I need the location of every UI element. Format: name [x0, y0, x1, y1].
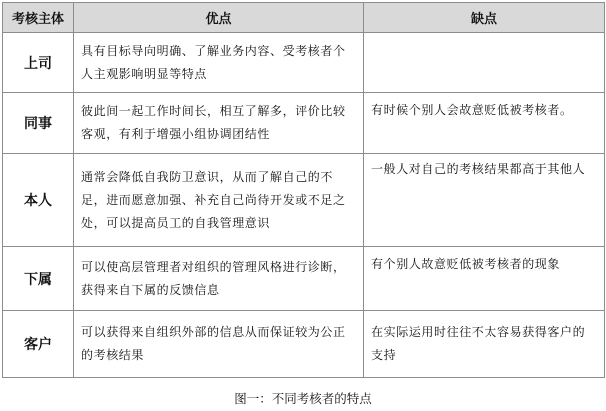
row-pros: 通常会降低自我防卫意识，从而了解自己的不足，进而愿意加强、补充自己尚待开发或不足之处，可以提高员工的自我管理意识 — [74, 154, 364, 247]
figure-caption: 图一：不同考核者的特点 — [234, 391, 372, 406]
row-pros: 可以获得来自组织外部的信息从而保证较为公正的考核结果 — [74, 311, 364, 378]
table-row — [3, 154, 605, 247]
table-row — [3, 311, 605, 378]
row-pros: 彼此间一起工作时间长，相互了解多，评价比较客观，有利于增强小组协调团结性 — [74, 93, 364, 154]
row-subject: 本人 — [3, 154, 74, 247]
header-subject: 考核主体 — [3, 3, 74, 33]
row-cons: 有时候个别人会故意贬低被考核者。 — [364, 93, 605, 154]
row-subject: 客户 — [3, 311, 74, 378]
row-pros: 可以使高层管理者对组织的管理风格进行诊断，获得来自下属的反馈信息 — [74, 247, 364, 311]
table-row — [3, 247, 605, 311]
row-subject: 同事 — [3, 93, 74, 154]
row-cons: 在实际运用时往往不太容易获得客户的支持 — [364, 311, 605, 378]
table-header-row — [3, 3, 605, 33]
table-row — [3, 33, 605, 93]
row-cons: 有个别人故意贬低被考核者的现象 — [364, 247, 605, 311]
row-cons — [364, 33, 605, 93]
header-cons: 缺点 — [364, 3, 605, 33]
header-pros: 优点 — [74, 3, 364, 33]
evaluator-comparison-table — [2, 2, 605, 378]
row-subject: 上司 — [3, 33, 74, 93]
table-row — [3, 93, 605, 154]
row-subject: 下属 — [3, 247, 74, 311]
row-pros: 具有目标导向明确、了解业务内容、受考核者个人主观影响明显等特点 — [74, 33, 364, 93]
row-cons: 一般人对自己的考核结果都高于其他人 — [364, 154, 605, 247]
